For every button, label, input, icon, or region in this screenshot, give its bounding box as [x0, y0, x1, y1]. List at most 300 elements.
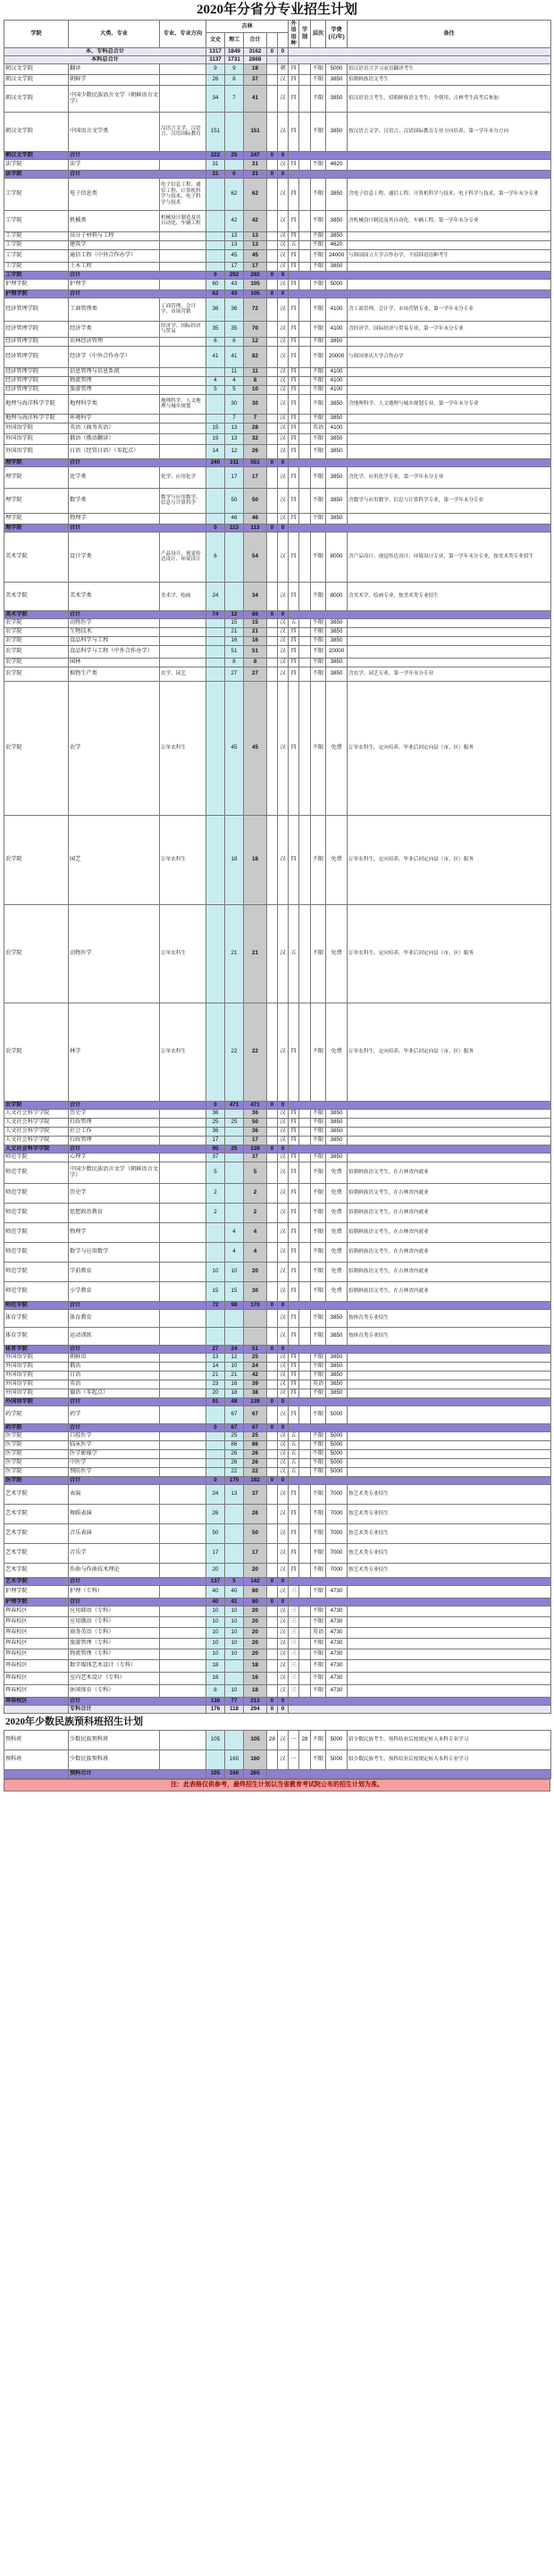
row-total: 50 — [244, 1118, 267, 1127]
row-note — [348, 1649, 551, 1659]
row-science: 8 — [225, 74, 244, 85]
row-arts — [206, 1327, 225, 1345]
table-row — [4, 367, 551, 376]
row-extra-2 — [299, 1380, 311, 1389]
row-college: 工学院 — [4, 271, 69, 279]
row-arts: 16 — [206, 1672, 225, 1684]
row-arts — [206, 1449, 225, 1458]
college-subtotal-row — [4, 524, 551, 532]
college-subtotal-row — [4, 1423, 551, 1431]
row-lang: 汉 — [278, 1353, 289, 1362]
row-arts: 26 — [206, 1504, 225, 1523]
row-note — [348, 376, 551, 385]
row-note — [348, 444, 551, 458]
row-extra-2: 28 — [299, 1730, 311, 1749]
row-total: 139 — [244, 1145, 267, 1153]
row-college: 护理学院 — [4, 279, 69, 289]
row-length: 四 — [289, 112, 299, 151]
row-extra-1 — [267, 618, 278, 627]
row-lang: 汉 — [278, 1431, 289, 1440]
row-note — [348, 627, 551, 636]
row-extra-1 — [267, 532, 278, 582]
row-science: 26 — [225, 1458, 244, 1467]
row-length: 三 — [289, 1659, 299, 1672]
row-college: 师范学院 — [4, 1281, 69, 1301]
row-science: 13 — [225, 231, 244, 240]
row-science: 42 — [225, 210, 244, 231]
row-arts: 0 — [206, 1423, 225, 1431]
row-science: 48 — [225, 1397, 244, 1405]
row-extra-1 — [267, 1649, 278, 1659]
row-science — [225, 1136, 244, 1145]
row-level: 不限 — [311, 1563, 326, 1577]
row-total: 20 — [244, 1262, 267, 1281]
row-note: 招汉语语言考生，招朝鲜族语文考生，全朝用、吉林考生高考后参加 — [348, 85, 551, 112]
college-subtotal-row — [4, 1101, 551, 1109]
row-total: 292 — [244, 271, 267, 279]
table-row — [4, 1449, 551, 1458]
row-level: 不限 — [311, 618, 326, 627]
row-length: 四 — [289, 466, 299, 488]
row-lang: 汉 — [278, 337, 289, 346]
row-tuition: 3850 — [326, 85, 348, 112]
row-extra-1 — [267, 1362, 278, 1371]
row-science: 10 — [225, 1638, 244, 1649]
row-direction — [160, 1659, 206, 1672]
row-extra-1 — [267, 210, 278, 231]
row-direction — [160, 346, 206, 367]
row-lang: 汉 — [278, 1127, 289, 1136]
summary-total: 2868 — [244, 55, 267, 63]
row-extra-2: 0 — [278, 1101, 289, 1109]
row-extra-2 — [299, 658, 311, 667]
row-science: 50 — [225, 488, 244, 513]
row-tuition: 3850 — [326, 433, 348, 444]
row-direction — [160, 1523, 206, 1543]
row-length: 四 — [289, 385, 299, 394]
row-extra-2 — [299, 1543, 311, 1563]
row-note — [348, 231, 551, 240]
row-science: 27 — [225, 667, 244, 681]
row-level: 不限 — [311, 63, 326, 74]
row-direction — [160, 658, 206, 667]
row-college: 艺术学院 — [4, 1563, 69, 1577]
row-direction — [160, 423, 206, 433]
row-extra-1: 0 — [267, 1301, 278, 1309]
row-major: 法学 — [69, 159, 160, 170]
row-total: 113 — [244, 524, 267, 532]
plan-rows — [4, 63, 551, 1713]
row-college: 人文社会科学学院 — [4, 1136, 69, 1145]
row-major: 行政管理 — [69, 1136, 160, 1145]
row-lang: 汉 — [278, 815, 289, 904]
row-arts: 41 — [206, 346, 225, 367]
row-direction — [160, 1118, 206, 1127]
row-filler — [289, 289, 551, 298]
col-college: 学院 — [4, 21, 69, 48]
table-row — [4, 279, 551, 289]
row-length: 四 — [289, 1563, 299, 1577]
row-college: 体育学院 — [4, 1309, 69, 1327]
row-subtotal-label: 合计 — [69, 1598, 206, 1606]
summary-label: 本科总合计 — [4, 55, 206, 63]
row-arts — [206, 210, 225, 231]
row-arts: 6 — [206, 532, 225, 582]
row-length: 三 — [289, 1585, 299, 1598]
row-extra-2 — [299, 1405, 311, 1423]
row-lang: 汉 — [278, 159, 289, 170]
row-college: 医学院 — [4, 1449, 69, 1458]
row-total: 72 — [244, 298, 267, 321]
row-total: 10 — [244, 385, 267, 394]
row-arts: 20 — [206, 1389, 225, 1397]
row-extra-1 — [267, 1585, 278, 1598]
row-note — [348, 262, 551, 271]
row-science: 17 — [225, 466, 244, 488]
row-extra-2: 0 — [278, 1476, 289, 1484]
college-subtotal-row — [4, 1397, 551, 1405]
row-tuition: 4100 — [326, 321, 348, 337]
summary-science: 1849 — [225, 47, 244, 55]
row-extra-2 — [299, 85, 311, 112]
table-row — [4, 1309, 551, 1327]
row-total: 213 — [244, 1697, 267, 1705]
row-total: 51 — [244, 645, 267, 658]
row-length: 三 — [289, 1638, 299, 1649]
row-extra-1 — [267, 1431, 278, 1440]
row-arts: 24 — [206, 1484, 225, 1504]
row-arts — [206, 394, 225, 414]
row-college: 农学院 — [4, 667, 69, 681]
row-level: 不限 — [311, 1281, 326, 1301]
table-row — [4, 159, 551, 170]
row-extra-1 — [267, 279, 278, 289]
row-science: 10 — [225, 1684, 244, 1697]
row-extra-1 — [267, 466, 278, 488]
table-row — [4, 1458, 551, 1467]
college-subtotal-row — [4, 289, 551, 298]
row-level: 不限 — [311, 394, 326, 414]
row-note: 按艺术类专业招生 — [348, 1484, 551, 1504]
row-direction — [160, 240, 206, 249]
row-direction — [160, 1380, 206, 1389]
row-lang: 汉 — [278, 346, 289, 367]
row-extra-1: 0 — [267, 1697, 278, 1705]
row-note — [348, 367, 551, 376]
row-science: 30 — [225, 394, 244, 414]
row-arts — [206, 658, 225, 667]
row-level: 不限 — [311, 112, 326, 151]
row-total: 247 — [244, 151, 267, 159]
row-extra-2 — [299, 1118, 311, 1127]
row-total: 42 — [244, 1371, 267, 1380]
row-note — [348, 1118, 551, 1127]
row-total: 26 — [244, 1458, 267, 1467]
row-lang: 汉 — [278, 210, 289, 231]
row-arts — [206, 627, 225, 636]
row-arts — [206, 636, 225, 645]
row-length: 四 — [289, 1362, 299, 1371]
row-note: 含农学、园艺专业，第一学年末分专业 — [348, 667, 551, 681]
row-major: 美术学类 — [69, 582, 160, 610]
row-total: 20 — [244, 1616, 267, 1627]
row-extra-2: 0 — [278, 289, 289, 298]
row-major: 朝鲜语 — [69, 1353, 160, 1362]
row-subtotal-label: 合计 — [69, 1476, 206, 1484]
row-tuition: 3850 — [326, 1389, 348, 1397]
row-science: 311 — [225, 458, 244, 466]
row-major: 通信工程（中外合作办学） — [69, 249, 160, 262]
row-tuition: 免费 — [326, 1281, 348, 1301]
row-science — [225, 1504, 244, 1523]
row-total: 18 — [244, 1684, 267, 1697]
row-college: 地理与海洋科学学院 — [4, 394, 69, 414]
row-arts: 2 — [206, 1183, 225, 1203]
row-direction — [160, 444, 206, 458]
row-length: 四 — [289, 1242, 299, 1262]
row-science: 13 — [225, 433, 244, 444]
row-extra-2 — [299, 394, 311, 414]
row-tuition: 3850 — [326, 636, 348, 645]
row-major: 德语（零起点） — [69, 1389, 160, 1397]
row-note — [348, 240, 551, 249]
row-arts: 31 — [206, 159, 225, 170]
row-arts — [206, 645, 225, 658]
row-direction — [160, 1638, 206, 1649]
row-total: 7 — [244, 414, 267, 423]
row-total: 67 — [244, 1423, 267, 1431]
row-length: 四 — [289, 433, 299, 444]
row-note — [348, 1672, 551, 1684]
row-arts: 95 — [206, 1145, 225, 1153]
row-major: 医学影像学 — [69, 1449, 160, 1458]
row-extra-1 — [267, 423, 278, 433]
row-lang: 汉 — [278, 385, 289, 394]
row-lang: 汉 — [278, 513, 289, 524]
row-level: 不限 — [311, 298, 326, 321]
row-total: 82 — [244, 346, 267, 367]
row-college: 人文社会科学学院 — [4, 1127, 69, 1136]
row-arts — [206, 667, 225, 681]
row-note — [348, 1659, 551, 1672]
row-tuition: 3850 — [326, 1380, 348, 1389]
row-extra-1 — [267, 1659, 278, 1672]
row-college: 护理学院 — [4, 1585, 69, 1598]
row-total: 17 — [244, 262, 267, 271]
row-extra-1 — [267, 385, 278, 394]
row-length: 四 — [289, 1353, 299, 1362]
row-length: 三 — [289, 1627, 299, 1638]
row-note: 订单农科生，定向培养，毕业后回定向县（市、区）服务 — [348, 1003, 551, 1101]
row-science: 13 — [225, 423, 244, 433]
row-college — [4, 1705, 69, 1713]
col-extra-2 — [278, 32, 289, 47]
row-extra-2 — [299, 1431, 311, 1440]
row-direction — [160, 513, 206, 524]
row-tuition: 8000 — [326, 532, 348, 582]
row-college: 珲春校区 — [4, 1697, 69, 1705]
row-tuition: 5000 — [326, 1449, 348, 1458]
row-extra-2 — [299, 488, 311, 513]
row-science: 175 — [225, 1476, 244, 1484]
row-note: 招朝鲜族语文考生，在吉林省内就业 — [348, 1281, 551, 1301]
summary-filler — [289, 47, 551, 55]
row-college: 师范学院 — [4, 1153, 69, 1162]
row-direction: 订单农科生 — [160, 815, 206, 904]
table-row — [4, 1127, 551, 1136]
row-direction — [160, 1616, 206, 1627]
row-total: 26 — [244, 1449, 267, 1458]
row-total: 471 — [244, 1101, 267, 1109]
row-extra-2 — [299, 1638, 311, 1649]
row-filler — [289, 1301, 551, 1309]
row-major: 信息管理与信息系统 — [69, 367, 160, 376]
row-direction: 美术学、绘画 — [160, 582, 206, 610]
row-major: 护理（专科） — [69, 1585, 160, 1598]
col-level: 层次 — [311, 21, 326, 48]
row-note: 含产品设计、视觉传达设计、环境设计专业，第一学年末分专业，按美术类专业招生 — [348, 532, 551, 582]
row-note — [348, 337, 551, 346]
row-major: 建筑学 — [69, 240, 160, 249]
table-row — [4, 85, 551, 112]
row-major: 环境科学 — [69, 414, 160, 423]
table-row — [4, 1405, 551, 1423]
row-tuition: 3850 — [326, 488, 348, 513]
row-extra-2 — [299, 1327, 311, 1345]
row-major: 数字媒体艺术设计（专科） — [69, 1659, 160, 1672]
row-arts: 35 — [206, 321, 225, 337]
row-note: 与韩国釜庆大学合作办学 — [348, 346, 551, 367]
row-note — [348, 1389, 551, 1397]
row-major: 临床医学 — [69, 1440, 160, 1449]
row-college: 人文社会科学学院 — [4, 1109, 69, 1118]
row-college: 理学院 — [4, 466, 69, 488]
row-science: 292 — [225, 271, 244, 279]
row-college: 农学院 — [4, 1003, 69, 1101]
table-row — [4, 1109, 551, 1118]
row-college: 外国语学院 — [4, 1371, 69, 1380]
row-direction — [160, 376, 206, 385]
row-tuition: 3850 — [326, 262, 348, 271]
row-extra-2 — [299, 1003, 311, 1101]
row-extra-1 — [267, 904, 278, 1003]
row-total — [244, 1327, 267, 1345]
row-filler — [289, 271, 551, 279]
col-category: 大类、专业 — [69, 21, 160, 48]
row-major: 历史学 — [69, 1183, 160, 1203]
college-subtotal-row — [4, 151, 551, 159]
row-extra-2 — [299, 1749, 311, 1769]
row-lang: 汉 — [278, 1405, 289, 1423]
row-level: 不限 — [311, 1585, 326, 1598]
row-college: 工学院 — [4, 178, 69, 210]
plan-table — [4, 20, 551, 1714]
row-level: 不限 — [311, 1362, 326, 1371]
row-lang: 汉 — [278, 1362, 289, 1371]
row-science: 118 — [225, 1705, 244, 1713]
row-college: 朝汉文学院 — [4, 85, 69, 112]
row-lang: 汉 — [278, 85, 289, 112]
row-total: 139 — [244, 1397, 267, 1405]
row-length: 四 — [289, 231, 299, 240]
row-note: 按艺术类专业招生 — [348, 1523, 551, 1543]
row-lang: 朝 — [278, 63, 289, 74]
row-level: 不限 — [311, 532, 326, 582]
summary-total: 3162 — [244, 47, 267, 55]
row-major: 化学类 — [69, 466, 160, 488]
row-direction: 汉语言文学、汉语言、汉语国际教育 — [160, 112, 206, 151]
row-tuition: 4100 — [326, 385, 348, 394]
row-total: 62 — [244, 178, 267, 210]
row-total: 32 — [244, 433, 267, 444]
row-extra-2 — [299, 1616, 311, 1627]
row-lang: 汉 — [278, 1684, 289, 1697]
row-extra-1 — [267, 1327, 278, 1345]
row-direction — [160, 1440, 206, 1449]
row-extra-1 — [267, 240, 278, 249]
row-level: 不限 — [311, 1136, 326, 1145]
row-level: 不限 — [311, 414, 326, 423]
row-subtotal-label: 合计 — [69, 1577, 206, 1585]
row-total: 38 — [244, 1389, 267, 1397]
row-major: 护理学 — [69, 279, 160, 289]
row-total: 12 — [244, 337, 267, 346]
row-level: 不限 — [311, 1543, 326, 1563]
row-note: 含工商管理、会计学、市场营销专业，第一学年末分专业 — [348, 298, 551, 321]
row-length: 四 — [289, 1371, 299, 1380]
row-level: 不限 — [311, 1242, 326, 1262]
row-total: 17 — [244, 466, 267, 488]
row-subtotal-label: 合计 — [69, 1397, 206, 1405]
row-extra-2 — [299, 904, 311, 1003]
table-row — [4, 433, 551, 444]
row-major: 中国少数民族语言文学（朝鲜语言文学） — [69, 85, 160, 112]
row-lang: 汉 — [278, 1003, 289, 1101]
row-extra-2 — [299, 1440, 311, 1449]
row-lang: 汉 — [278, 321, 289, 337]
row-level: 不限 — [311, 667, 326, 681]
row-note — [348, 636, 551, 645]
row-extra-2 — [299, 627, 311, 636]
row-extra-2 — [299, 444, 311, 458]
row-major: 行政管理 — [69, 1118, 160, 1127]
row-extra-2 — [299, 513, 311, 524]
row-major: 舞蹈表演 — [69, 1504, 160, 1523]
row-tuition: 3850 — [326, 178, 348, 210]
row-tuition: 3850 — [326, 394, 348, 414]
row-extra-2 — [299, 1242, 311, 1262]
row-major: 物流管理（专科） — [69, 1649, 160, 1659]
table-row — [4, 667, 551, 681]
row-direction — [160, 1309, 206, 1327]
row-arts: 105 — [206, 1769, 225, 1778]
row-lang: 汉 — [278, 1606, 289, 1616]
row-filler — [289, 1145, 551, 1153]
row-major: 高分子材料与工程 — [69, 231, 160, 240]
row-major: 应用韩语（专科） — [69, 1606, 160, 1616]
table-row — [4, 240, 551, 249]
row-extra-1: 0 — [267, 170, 278, 178]
row-extra-1 — [267, 231, 278, 240]
row-lang: 汉 — [278, 394, 289, 414]
row-direction — [160, 1353, 206, 1362]
row-arts: 21 — [206, 1371, 225, 1380]
row-arts: 10 — [206, 1638, 225, 1649]
row-length: 四 — [289, 85, 299, 112]
summary-row — [4, 47, 551, 55]
row-arts: 24 — [206, 582, 225, 610]
row-level: 不限 — [311, 815, 326, 904]
